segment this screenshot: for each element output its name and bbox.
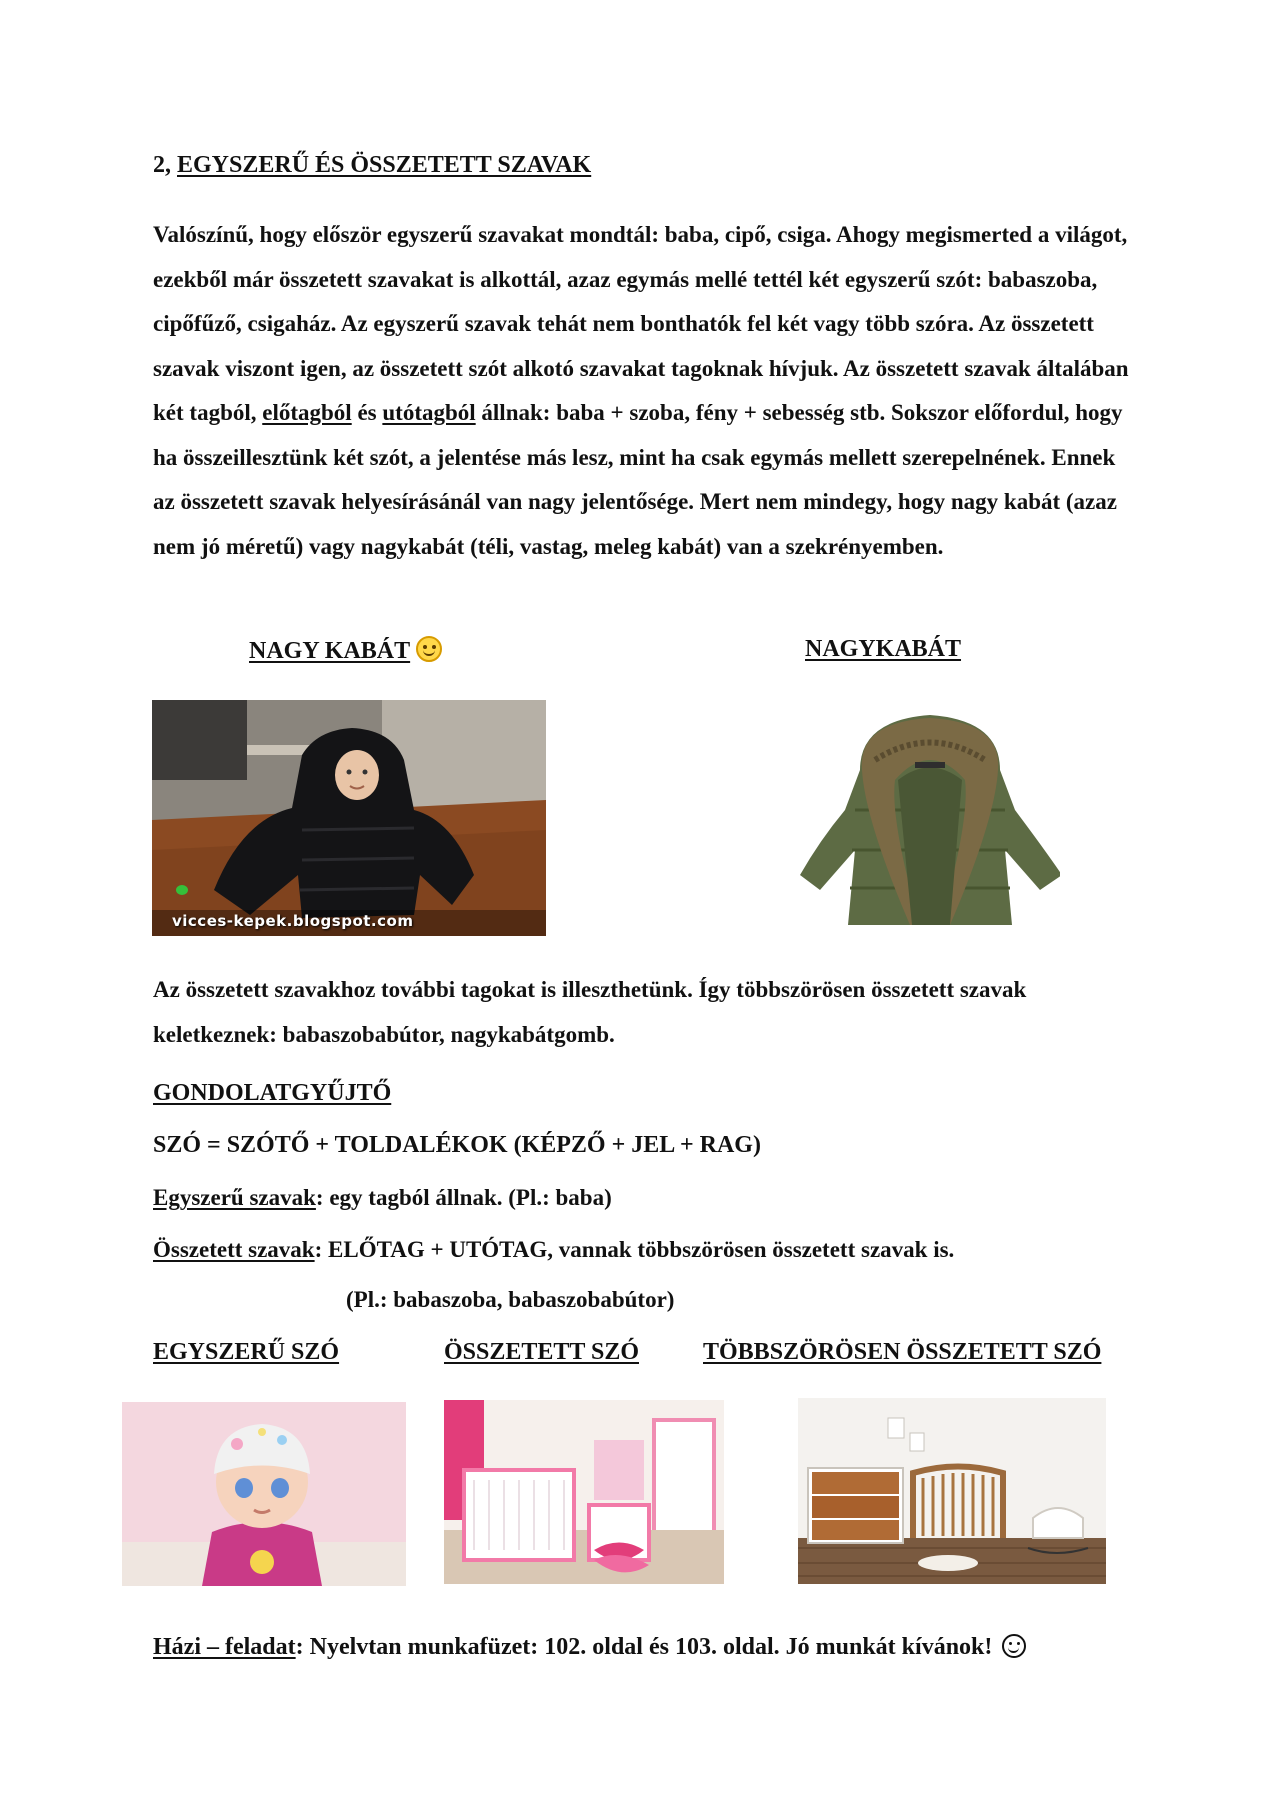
- compound-example: (Pl.: babaszoba, babaszobabútor): [346, 1287, 675, 1312]
- intro-and: és: [351, 400, 383, 425]
- section-title: EGYSZERŰ ÉS ÖSSZETETT SZAVAK: [177, 152, 592, 178]
- column-compound-word: ÖSSZETETT SZÓ: [444, 1339, 639, 1365]
- simple-words-text: : egy tagból állnak. (Pl.: baba): [315, 1185, 612, 1210]
- photo-child-in-big-coat: [152, 700, 546, 936]
- photo-nursery-room: [444, 1400, 724, 1584]
- second-paragraph-text: Az összetett szavakhoz további tagokat is illeszthetünk. Így többszörösen összetett szavak keletkeznek: babaszobabútor, nagykabátgomb.: [153, 977, 1027, 1047]
- section-number: 2,: [153, 152, 177, 178]
- caption-nagykabat: NAGYKABÁT: [805, 636, 962, 662]
- section-heading: [153, 152, 591, 179]
- intro-text-1: Valószínű, hogy először egyszerű szavakat mondtál: baba, cipő, csiga. Ahogy megismerted a világot, ezekből már összetett szavakat is alkottál, azaz egymás mellé tettél két egyszerű szót: babaszoba, cipőfűző, csigaház. Az egyszerű szavak tehát nem bonthatók fel két vagy több szóra. Az összetett szavak viszont igen, az összetett szót alkotó szavakat tagoknak hívjuk. Az összetett szavak általában két tagból,: [153, 222, 1129, 425]
- compound-words-label: Összetett szavak: [153, 1237, 315, 1262]
- compound-words-text: : ELŐTAG + UTÓTAG, vannak többszörösen összetett szavak is.: [314, 1237, 955, 1262]
- photo-baby-doll: [122, 1402, 406, 1586]
- summary-heading: GONDOLATGYŰJTŐ: [153, 1080, 392, 1106]
- homework-text: : Nyelvtan munkafüzet: 102. oldal és 103. oldal. Jó munkát kívánok!: [295, 1634, 999, 1660]
- caption-nagy-kabat: [249, 636, 442, 665]
- second-paragraph: [153, 968, 1129, 1057]
- formula: SZÓ = SZÓTŐ + TOLDALÉKOK (KÉPZŐ + JEL + RAG): [153, 1132, 761, 1158]
- homework-line: [153, 1632, 1026, 1662]
- photo-nursery-furniture: [798, 1398, 1106, 1584]
- compound-words-line: [153, 1235, 954, 1265]
- simple-words-line: [153, 1183, 612, 1213]
- simple-words-label: Egyszerű szavak: [153, 1185, 316, 1210]
- homework-label: Házi – feladat: [153, 1634, 296, 1660]
- smiley-emoji-icon: [416, 636, 442, 662]
- column-multi-compound-word: TÖBBSZÖRÖSEN ÖSSZETETT SZÓ: [703, 1339, 1102, 1365]
- photo-watermark: vicces-kepek.blogspot.com: [172, 912, 414, 930]
- column-simple-word: EGYSZERŰ SZÓ: [153, 1339, 340, 1365]
- photo-green-winter-coat: [800, 700, 1060, 940]
- smiley-icon: [1002, 1634, 1026, 1658]
- intro-paragraph: [153, 213, 1129, 569]
- intro-text-2: állnak: baba + szoba, fény + sebesség stb. Sokszor előfordul, hogy ha összeillesztünk két szót, a jelentése más lesz, mint ha csak egymás mellett szerepelnének. Ennek az összetett szavak helyesírásánál van nagy jelentősége. Mert nem mindegy, hogy nagy kabát (azaz nem jó méretű) vagy nagykabát (téli, vastag, meleg kabát) van a szekrényemben.: [153, 400, 1123, 559]
- caption-left-text: NAGY KABÁT: [249, 638, 411, 664]
- elotag-term: előtagból: [262, 400, 352, 425]
- utotag-term: utótagból: [382, 400, 476, 425]
